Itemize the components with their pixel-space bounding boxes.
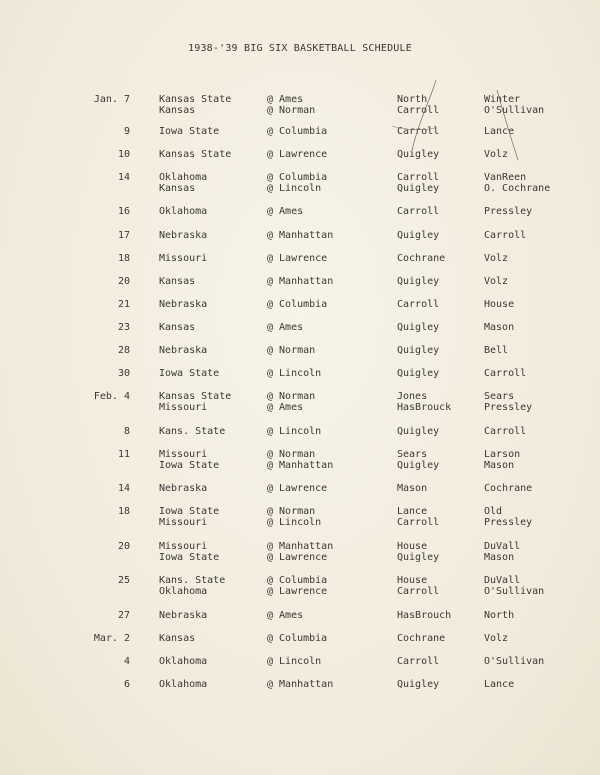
schedule-entry (0, 126, 600, 150)
game-location: @ Lincoln (267, 426, 322, 437)
official-1: Quigley (397, 552, 440, 563)
official-1: Quigley (397, 679, 440, 690)
schedule-entry (0, 391, 600, 415)
game-location: @ Lawrence (267, 149, 328, 160)
official-2: O'Sullivan (484, 656, 545, 667)
visiting-team: Oklahoma (159, 586, 208, 597)
game-date: 28 (117, 345, 130, 356)
official-1: Quigley (397, 230, 440, 241)
official-2: Lance (484, 126, 515, 137)
game-location: @ Manhattan (267, 460, 334, 471)
schedule-title: 1938-'39 BIG SIX BASKETBALL SCHEDULE (188, 43, 412, 54)
game-row (0, 391, 600, 402)
official-2: DuVall (484, 575, 521, 586)
game-location: @ Manhattan (267, 679, 334, 690)
game-date: Feb. 4 (93, 391, 130, 402)
visiting-team: Oklahoma (159, 656, 208, 667)
visiting-team: Kansas State (159, 391, 232, 402)
game-location: @ Lincoln (267, 656, 322, 667)
visiting-team: Iowa State (159, 460, 220, 471)
game-row (0, 183, 600, 194)
official-1: HasBrouch (397, 610, 452, 621)
schedule-entry (0, 679, 600, 703)
visiting-team: Kansas (159, 633, 196, 644)
official-1: Sears (397, 449, 428, 460)
visiting-team: Iowa State (159, 126, 220, 137)
schedule-entry (0, 426, 600, 450)
official-1: Mason (397, 483, 428, 494)
game-date: 16 (117, 206, 130, 217)
schedule-entry (0, 575, 600, 599)
game-row (0, 552, 600, 563)
game-row (0, 586, 600, 597)
official-1: Quigley (397, 345, 440, 356)
official-2: O'Sullivan (484, 105, 545, 116)
official-1: HasBrouck (397, 402, 452, 413)
game-row (0, 679, 600, 690)
game-row (0, 426, 600, 437)
schedule-entry (0, 483, 600, 507)
game-date: 27 (117, 610, 130, 621)
game-location: @ Norman (267, 391, 316, 402)
visiting-team: Missouri (159, 402, 208, 413)
official-2: Mason (484, 552, 515, 563)
game-location: @ Manhattan (267, 230, 334, 241)
official-1: Quigley (397, 183, 440, 194)
game-row (0, 483, 600, 494)
schedule-entry (0, 149, 600, 173)
schedule-entry (0, 253, 600, 277)
game-location: @ Norman (267, 105, 316, 116)
game-row (0, 149, 600, 160)
visiting-team: Oklahoma (159, 679, 208, 690)
visiting-team: Kansas (159, 105, 196, 116)
game-row (0, 94, 600, 105)
official-1: Jones (397, 391, 428, 402)
schedule-entry (0, 172, 600, 196)
official-1: Carroll (397, 517, 440, 528)
official-1: Carroll (397, 105, 440, 116)
game-location: @ Norman (267, 506, 316, 517)
game-location: @ Norman (267, 449, 316, 460)
game-location: @ Lincoln (267, 368, 322, 379)
official-1: Quigley (397, 149, 440, 160)
schedule-entry (0, 94, 600, 118)
official-1: Carroll (397, 126, 440, 137)
visiting-team: Missouri (159, 517, 208, 528)
game-location: @ Columbia (267, 633, 328, 644)
game-location: @ Lincoln (267, 183, 322, 194)
game-location: @ Ames (267, 610, 304, 621)
game-location: @ Lawrence (267, 483, 328, 494)
visiting-team: Nebraska (159, 299, 208, 310)
game-row (0, 105, 600, 116)
game-row (0, 299, 600, 310)
game-date: 8 (123, 426, 130, 437)
official-2: Pressley (484, 402, 533, 413)
schedule-entry (0, 610, 600, 634)
game-row (0, 517, 600, 528)
visiting-team: Kansas State (159, 94, 232, 105)
visiting-team: Missouri (159, 253, 208, 264)
visiting-team: Kansas (159, 322, 196, 333)
game-location: @ Manhattan (267, 541, 334, 552)
schedule-entry (0, 299, 600, 323)
game-location: @ Ames (267, 322, 304, 333)
game-location: @ Columbia (267, 575, 328, 586)
official-2: Larson (484, 449, 521, 460)
official-1: Cochrane (397, 633, 446, 644)
visiting-team: Missouri (159, 449, 208, 460)
visiting-team: Nebraska (159, 230, 208, 241)
game-row (0, 253, 600, 264)
visiting-team: Nebraska (159, 483, 208, 494)
schedule-entry (0, 656, 600, 680)
game-date: 30 (117, 368, 130, 379)
game-date: 14 (117, 483, 130, 494)
schedule-entry (0, 345, 600, 369)
game-row (0, 506, 600, 517)
schedule-entry (0, 449, 600, 473)
game-date: 11 (117, 449, 130, 460)
schedule-entry (0, 633, 600, 657)
game-row (0, 230, 600, 241)
official-1: House (397, 575, 428, 586)
official-1: North (397, 94, 428, 105)
visiting-team: Iowa State (159, 368, 220, 379)
game-location: @ Columbia (267, 172, 328, 183)
official-1: Quigley (397, 322, 440, 333)
official-2: VanReen (484, 172, 527, 183)
official-2: O'Sullivan (484, 586, 545, 597)
game-date: 20 (117, 276, 130, 287)
game-date: 9 (123, 126, 130, 137)
game-row (0, 172, 600, 183)
visiting-team: Iowa State (159, 506, 220, 517)
schedule-entry (0, 506, 600, 530)
visiting-team: Missouri (159, 541, 208, 552)
game-date: 18 (117, 253, 130, 264)
official-1: Cochrane (397, 253, 446, 264)
visiting-team: Kansas (159, 276, 196, 287)
game-date: 4 (123, 656, 130, 667)
official-2: Carroll (484, 230, 527, 241)
game-date: Mar. 2 (93, 633, 130, 644)
visiting-team: Kans. State (159, 426, 226, 437)
game-date: 21 (117, 299, 130, 310)
official-2: House (484, 299, 515, 310)
visiting-team: Oklahoma (159, 172, 208, 183)
official-2: Cochrane (484, 483, 533, 494)
game-location: @ Ames (267, 402, 304, 413)
game-row (0, 402, 600, 413)
game-row (0, 276, 600, 287)
official-2: North (484, 610, 515, 621)
official-1: Lance (397, 506, 428, 517)
game-date: 6 (123, 679, 130, 690)
game-date: 18 (117, 506, 130, 517)
game-row (0, 126, 600, 137)
official-2: Volz (484, 149, 509, 160)
official-2: Carroll (484, 426, 527, 437)
visiting-team: Iowa State (159, 552, 220, 563)
game-row (0, 368, 600, 379)
visiting-team: Nebraska (159, 345, 208, 356)
visiting-team: Kans. State (159, 575, 226, 586)
game-location: @ Lawrence (267, 552, 328, 563)
game-location: @ Columbia (267, 126, 328, 137)
game-location: @ Norman (267, 345, 316, 356)
visiting-team: Nebraska (159, 610, 208, 621)
official-2: O. Cochrane (484, 183, 551, 194)
visiting-team: Kansas State (159, 149, 232, 160)
official-2: Bell (484, 345, 509, 356)
schedule-entry (0, 230, 600, 254)
game-location: @ Lawrence (267, 586, 328, 597)
official-2: Volz (484, 633, 509, 644)
game-date: 25 (117, 575, 130, 586)
official-2: Carroll (484, 368, 527, 379)
game-date: 20 (117, 541, 130, 552)
official-1: Quigley (397, 426, 440, 437)
game-row (0, 575, 600, 586)
official-2: Winter (484, 94, 521, 105)
official-2: Pressley (484, 517, 533, 528)
official-1: Quigley (397, 276, 440, 287)
official-2: Pressley (484, 206, 533, 217)
game-row (0, 460, 600, 471)
game-location: @ Ames (267, 94, 304, 105)
game-date: 10 (117, 149, 130, 160)
game-row (0, 449, 600, 460)
game-date: 17 (117, 230, 130, 241)
game-row (0, 633, 600, 644)
official-2: Mason (484, 460, 515, 471)
game-location: @ Columbia (267, 299, 328, 310)
schedule-entry (0, 541, 600, 565)
game-date: Jan. 7 (93, 94, 130, 105)
game-row (0, 610, 600, 621)
official-2: Volz (484, 276, 509, 287)
official-1: Carroll (397, 172, 440, 183)
official-1: Quigley (397, 368, 440, 379)
game-location: @ Lincoln (267, 517, 322, 528)
official-2: DuVall (484, 541, 521, 552)
visiting-team: Kansas (159, 183, 196, 194)
official-1: House (397, 541, 428, 552)
game-location: @ Lawrence (267, 253, 328, 264)
official-1: Carroll (397, 586, 440, 597)
official-1: Carroll (397, 299, 440, 310)
game-date: 14 (117, 172, 130, 183)
official-1: Carroll (397, 656, 440, 667)
schedule-entry (0, 276, 600, 300)
game-date: 23 (117, 322, 130, 333)
official-2: Old (484, 506, 503, 517)
game-row (0, 345, 600, 356)
schedule-entry (0, 368, 600, 392)
official-1: Quigley (397, 460, 440, 471)
visiting-team: Oklahoma (159, 206, 208, 217)
game-row (0, 541, 600, 552)
official-2: Sears (484, 391, 515, 402)
game-row (0, 656, 600, 667)
schedule-entry (0, 206, 600, 230)
official-1: Carroll (397, 206, 440, 217)
official-2: Lance (484, 679, 515, 690)
game-location: @ Manhattan (267, 276, 334, 287)
official-2: Mason (484, 322, 515, 333)
game-location: @ Ames (267, 206, 304, 217)
game-row (0, 322, 600, 333)
game-row (0, 206, 600, 217)
official-2: Volz (484, 253, 509, 264)
schedule-entry (0, 322, 600, 346)
